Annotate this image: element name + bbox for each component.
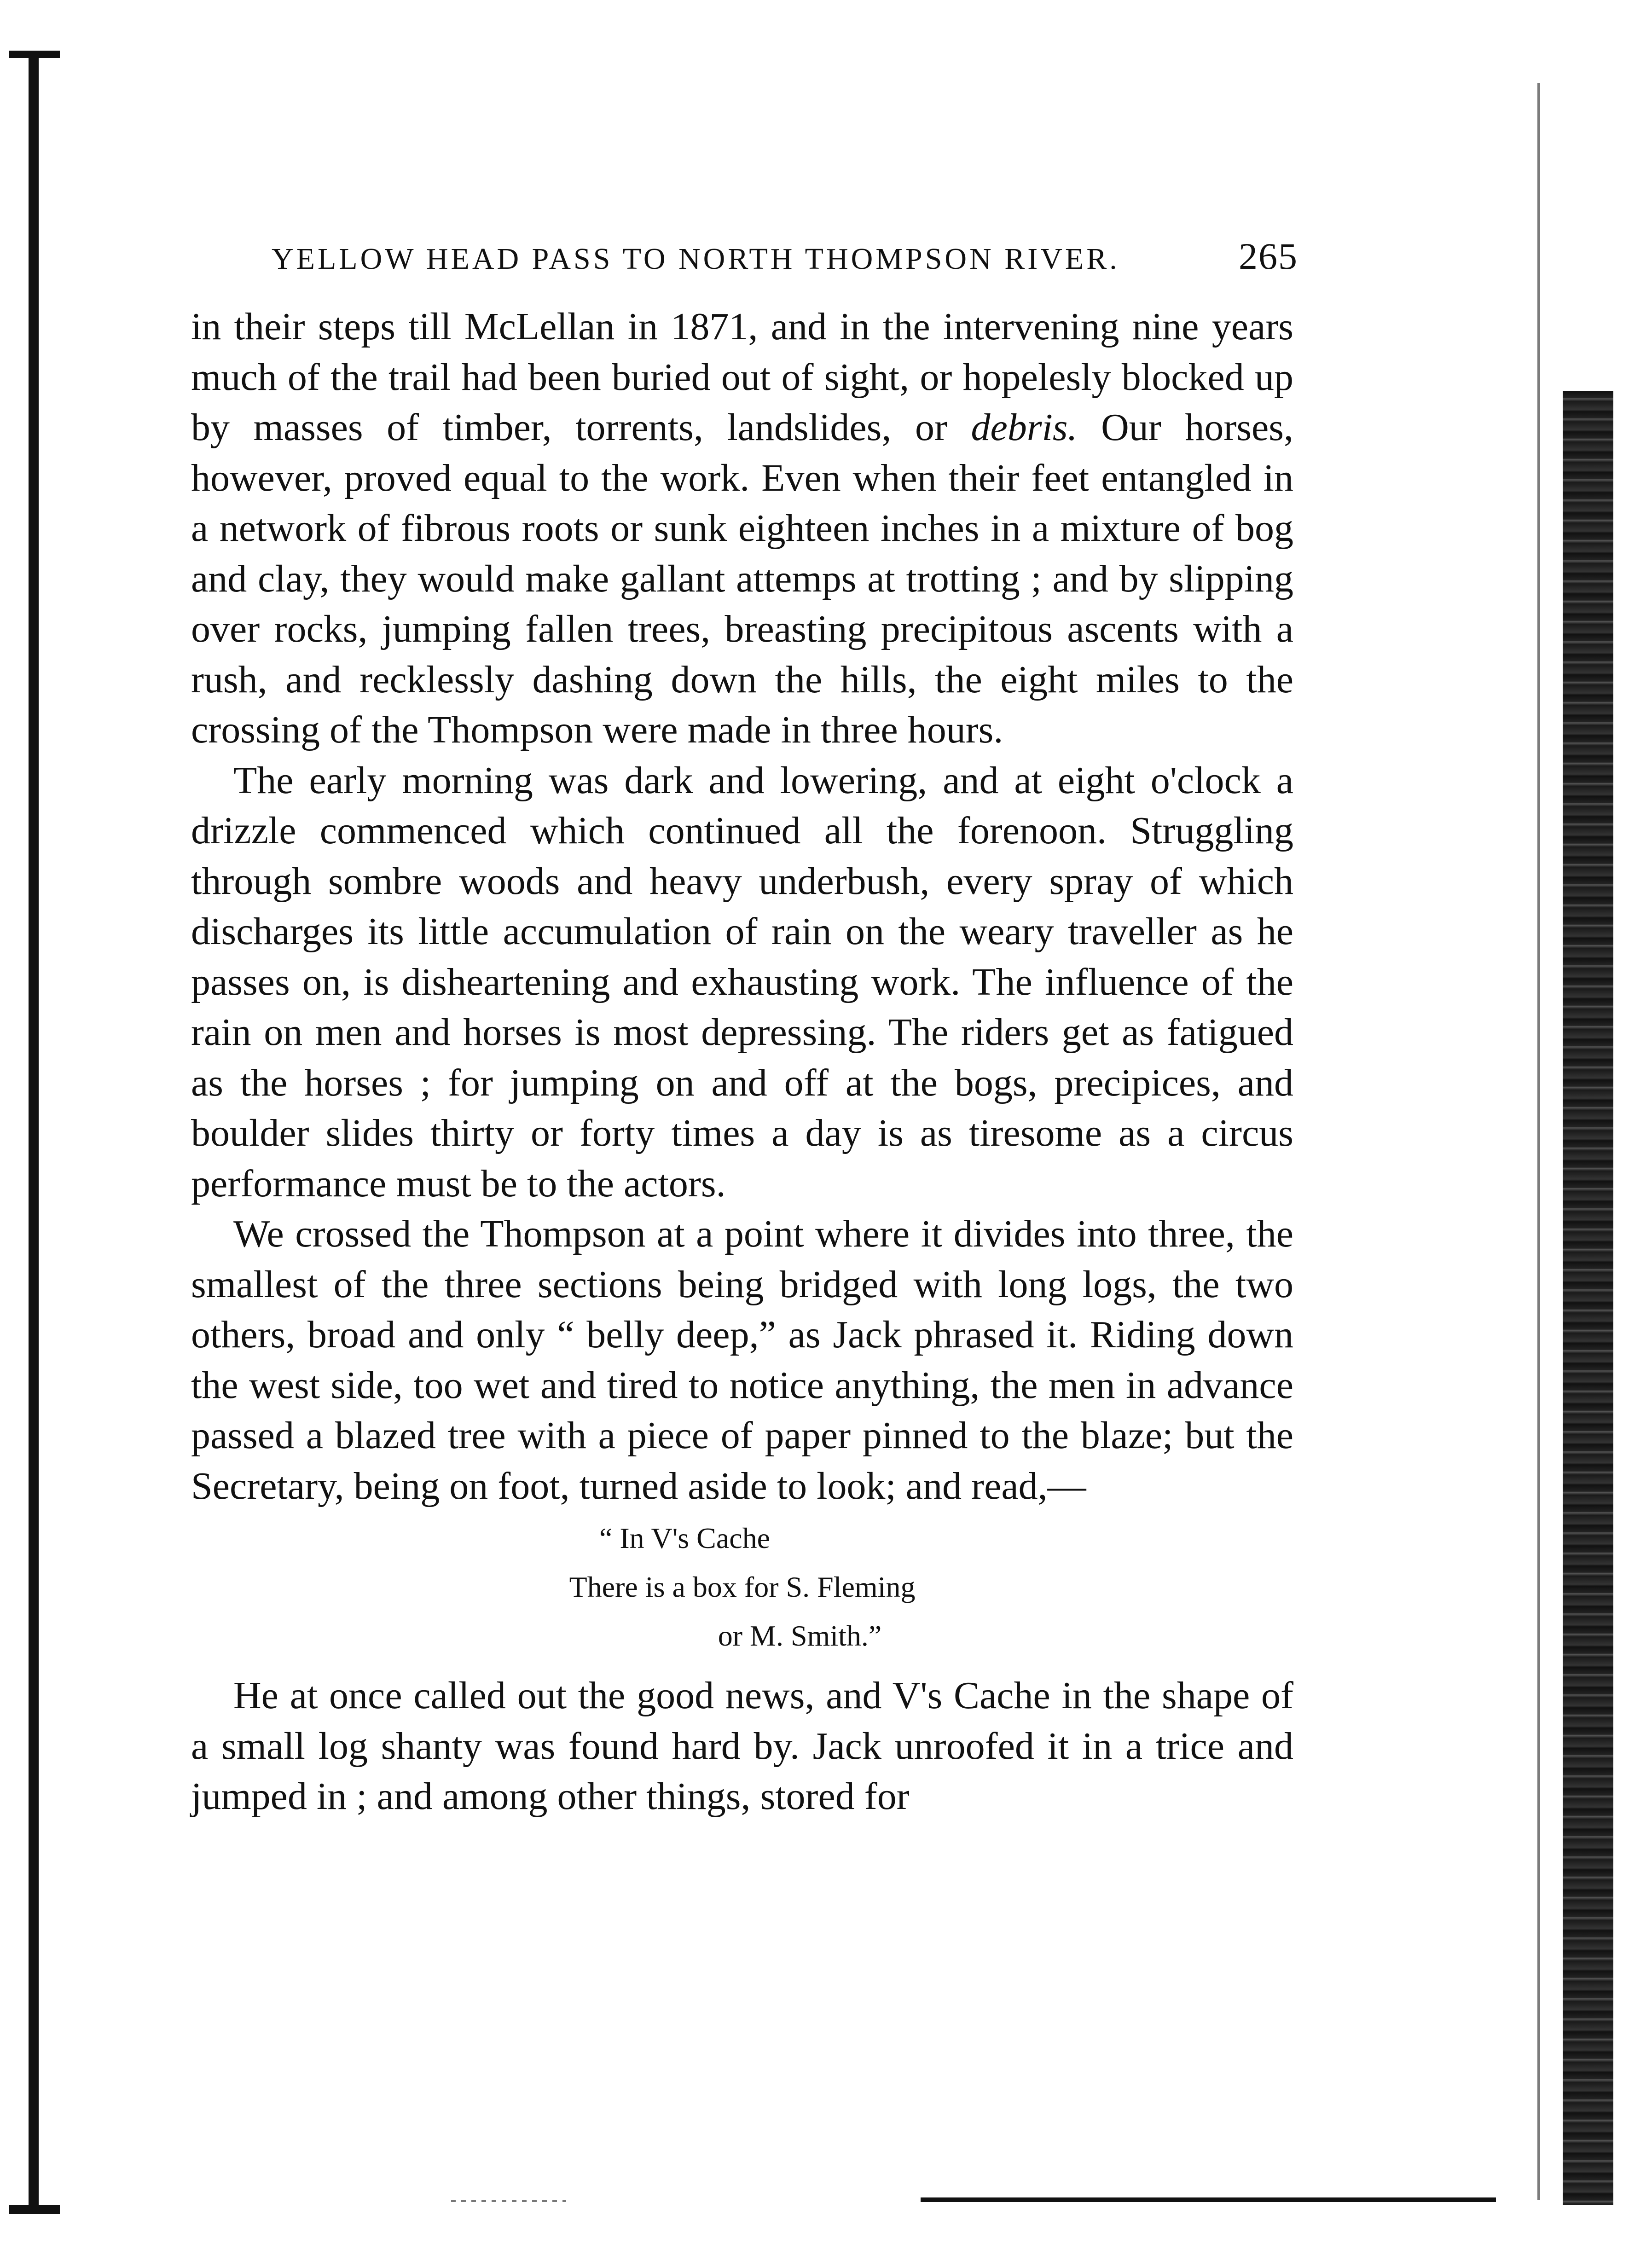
page-edge-line bbox=[1537, 83, 1540, 2200]
paragraph-1-italic: debris. bbox=[971, 406, 1078, 449]
paragraph-2: The early morning was dark and lowering, and at eight o'clock a drizzle commenced which continued all the forenoon. Struggling through sombre woods and heavy underbush, every spray of which discharges its little accumulation of rain on the weary traveller as he passes on, is disheartening and exhausting work. The influence of the rain on men and horses is most depressing. The riders get as fatigued as the horses ; for jumping on and off at the bogs, precipices, and boulder slides thirty or forty times a day is as tiresome as a circus performance must be to the actors. bbox=[191, 759, 1293, 1205]
cache-note-line-2: There is a box for S. Fleming bbox=[569, 1571, 916, 1603]
cache-note-line-3: or M. Smith.” bbox=[718, 1619, 882, 1652]
paragraph-1-end: Our horses, however, proved equal to the work. Even when their feet entangled in a network of fibrous roots or sunk eighteen inches in a mixture of bog and clay, they would make gallant attemps at trotting ; and by slipping over rocks, jumping fallen trees, breasting precipitous ascents with a rush, and recklessly dashing down the hills, the eight miles to the crossing of the Thompson were made in three hours. bbox=[191, 406, 1293, 751]
paragraph-3: We crossed the Thompson at a point where it divides into three, the smallest of the three sections being bridged with long logs, the two others, broad and only “ belly deep,” as Jack phrased it. Riding down the west side, too wet and tired to notice anything, the men in advance passed a blazed tree with a piece of paper pinned to the blaze; but the Secretary, being on foot, turned aside to look; and read,— bbox=[191, 1212, 1293, 1507]
paragraph-1 bbox=[191, 301, 1293, 755]
binding-shadow bbox=[29, 51, 39, 2214]
bottom-dots bbox=[451, 2200, 566, 2202]
paragraph-4: He at once called out the good news, and V's Cache in the shape of a small log shanty was found hard by. Jack unroofed it in a trice and jumped in ; and among other things, stored for bbox=[191, 1674, 1293, 1818]
page-number: 265 bbox=[1239, 235, 1298, 277]
page-body bbox=[191, 301, 1293, 1822]
page-edge-shadow bbox=[1563, 391, 1613, 2205]
cache-note-line-1: “ In V's Cache bbox=[599, 1522, 771, 1554]
running-head-title: YELLOW HEAD PASS TO NORTH THOMPSON RIVER. bbox=[272, 242, 1120, 276]
bottom-rule bbox=[921, 2197, 1496, 2202]
cache-note bbox=[191, 1514, 1293, 1660]
paragraph-1-start: in their steps till McLellan in 1871, and in the intervening nine years much of the trail had been buried out of sight, or hopelesly blocked up by masses of timber, torrents, landslides, or bbox=[191, 305, 1293, 449]
running-header bbox=[272, 235, 1298, 278]
binding-shadow-foot bbox=[9, 2205, 60, 2214]
